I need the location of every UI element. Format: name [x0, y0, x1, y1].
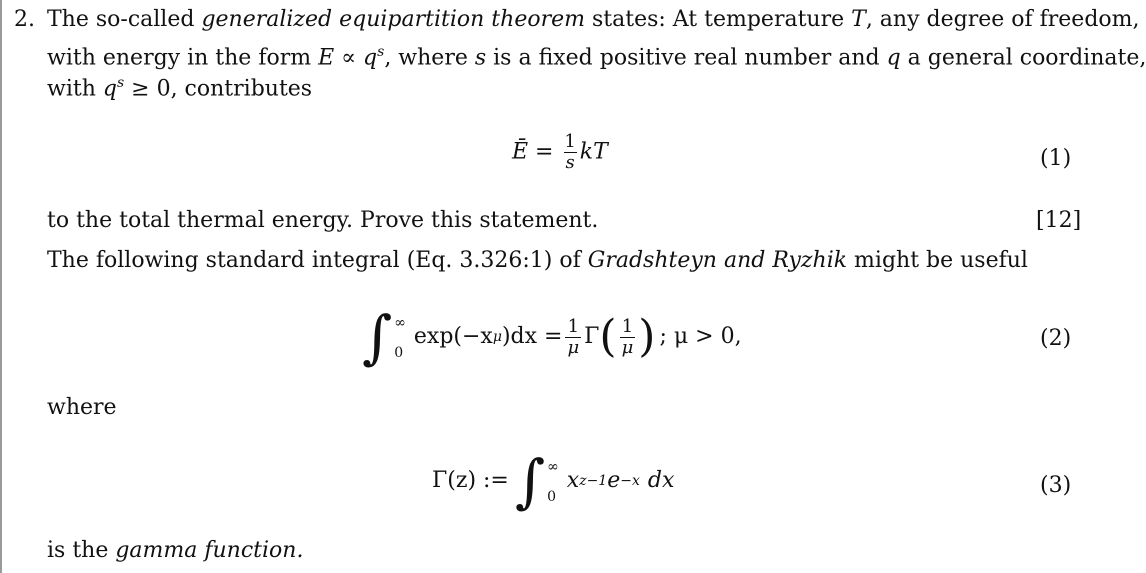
- symbol-q: q: [363, 45, 378, 71]
- eq1-fraction: [564, 132, 577, 173]
- fraction-numerator: 1: [567, 315, 580, 337]
- symbol-q: q: [886, 45, 901, 71]
- integral-bounds: [394, 308, 406, 366]
- symbol-s: s: [474, 45, 487, 71]
- paragraph-3: [47, 246, 1028, 276]
- equation-1-label: (1): [1040, 146, 1072, 171]
- eq2-fraction: [565, 317, 581, 358]
- eq2-integrand: exp(−x: [413, 324, 493, 349]
- fraction-denominator: μ: [567, 336, 580, 358]
- exponent-mu: μ: [492, 329, 502, 345]
- exponent-z-minus-1: z−1: [579, 473, 608, 489]
- exponent-s: s: [116, 75, 125, 91]
- fraction-denominator: μ: [621, 336, 634, 358]
- text-run: states: At temperature: [584, 7, 852, 32]
- fraction-denominator: s: [565, 152, 575, 173]
- integral-sign: ∫: [514, 447, 546, 515]
- text-run: with: [47, 76, 103, 102]
- integral-sign: ∫: [362, 303, 393, 371]
- symbol-e: e: [607, 468, 621, 493]
- reference-title: Gradshteyn and Ryzhik: [587, 248, 848, 273]
- eq2-condition: ; μ > 0,: [659, 324, 742, 349]
- text-run: is a fixed positive real number and: [486, 45, 887, 71]
- paragraph-1-line-1: [47, 5, 1140, 35]
- text-run: might be useful: [847, 248, 1028, 273]
- symbol-T: T: [851, 7, 866, 32]
- upper-bound: ∞: [547, 459, 559, 475]
- gamma-function-term: gamma function.: [115, 538, 304, 563]
- text-run: The so-called: [47, 7, 202, 32]
- lower-bound: 0: [394, 345, 404, 361]
- fraction-numerator: 1: [564, 131, 576, 152]
- eq1-lhs: Ē =: [512, 139, 554, 165]
- problem-number: 2.: [14, 7, 35, 32]
- lower-bound: 0: [547, 489, 557, 505]
- upper-bound: ∞: [394, 315, 406, 331]
- text-run: ≥ 0, contributes: [124, 76, 313, 102]
- equation-1: [512, 132, 608, 173]
- text-run: a general coordinate,: [900, 45, 1146, 71]
- symbol-q: q: [102, 76, 117, 102]
- text-run: is the: [47, 538, 116, 563]
- exponent-minus-x: −x: [620, 473, 640, 489]
- text-run: with energy in the form: [47, 45, 319, 71]
- text-run: , any degree of freedom,: [865, 7, 1140, 32]
- equation-2-label: (2): [1040, 326, 1072, 351]
- equation-2: [362, 303, 742, 371]
- proportional-symbol: ∝: [334, 45, 364, 71]
- symbol-E: E: [318, 45, 335, 71]
- right-paren: ): [638, 311, 656, 362]
- eq3-differential: dx: [647, 468, 675, 493]
- left-paren: (: [599, 311, 617, 362]
- fraction-numerator: 1: [621, 315, 634, 337]
- text-run: The following standard integral (Eq. 3.326:1) of: [47, 248, 588, 273]
- exponent-s: s: [377, 44, 385, 60]
- symbol-x: x: [566, 468, 580, 493]
- paragraph-4: [47, 536, 303, 566]
- equation-3: [432, 447, 675, 515]
- paragraph-2: to the total thermal energy. Prove this statement.: [47, 208, 599, 233]
- eq1-rhs: kT: [579, 139, 608, 165]
- paragraph-1-line-3: [47, 68, 312, 104]
- theorem-name: generalized equipartition theorem: [201, 7, 585, 32]
- integral-bounds: [547, 452, 559, 510]
- equation-3-label: (3): [1040, 473, 1072, 498]
- eq2-differential: )dx =: [501, 324, 563, 349]
- marks-label: [12]: [1036, 208, 1082, 233]
- page-left-border: [0, 0, 2, 573]
- eq2-inner-fraction: [620, 317, 636, 358]
- gamma-symbol: Γ: [584, 324, 600, 349]
- text-run: , where: [384, 45, 475, 71]
- where-text: where: [47, 395, 117, 420]
- eq3-lhs: Γ(z) :=: [432, 468, 509, 493]
